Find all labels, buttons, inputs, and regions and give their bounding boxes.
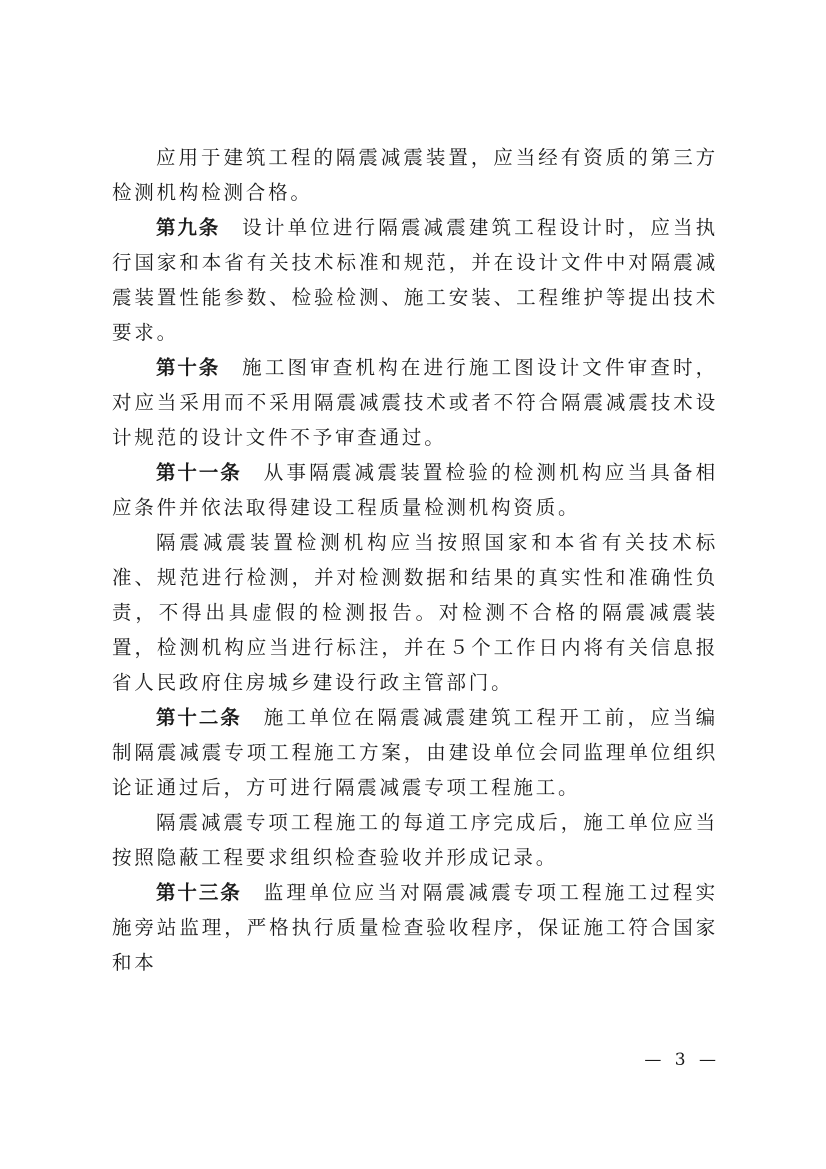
paragraph-article-13 <box>112 875 718 980</box>
paragraph-article-10 <box>112 350 718 455</box>
paragraph-article-9 <box>112 210 718 350</box>
paragraph-text: 设计单位进行隔震减震建筑工程设计时，应当执行国家和本省有关技术标准和规范，并在设计文件中对隔震减震装置性能参数、检验检测、施工安装、工程维护等提出技术要求。 <box>112 216 718 344</box>
document-body <box>112 140 718 980</box>
article-heading: 第十条 <box>156 356 221 379</box>
paragraph-text: 从事隔震减震装置检验的检测机构应当具备相应条件并依法取得建设工程质量检测机构资质。 <box>112 461 718 519</box>
paragraph-article-11 <box>112 455 718 525</box>
article-heading: 第十二条 <box>156 706 242 729</box>
paragraph-5 <box>112 525 718 700</box>
article-heading: 第九条 <box>156 216 221 239</box>
article-heading: 第十三条 <box>156 881 242 904</box>
paragraph-7 <box>112 805 718 875</box>
paragraph-1 <box>112 140 718 210</box>
paragraph-text: 施工图审查机构在进行施工图设计文件审查时，对应当采用而不采用隔震减震技术或者不符合隔震减震技术设计规范的设计文件不予审查通过。 <box>112 356 718 449</box>
paragraph-article-12 <box>112 700 718 805</box>
article-heading: 第十一条 <box>156 461 242 484</box>
paragraph-text: 隔震减震装置检测机构应当按照国家和本省有关技术标准、规范进行检测，并对检测数据和结果的真实性和准确性负责，不得出具虚假的检测报告。对检测不合格的隔震减震装置，检测机构应当进行标注，并在５个工作日内将有关信息报省人民政府住房城乡建设行政主管部门。 <box>112 531 718 694</box>
paragraph-text: 施工单位在隔震减震建筑工程开工前，应当编制隔震减震专项工程施工方案，由建设单位会同监理单位组织论证通过后，方可进行隔震减震专项工程施工。 <box>112 706 718 799</box>
paragraph-text: 监理单位应当对隔震减震专项工程施工过程实施旁站监理，严格执行质量检查验收程序，保证施工符合国家和本 <box>112 881 718 974</box>
paragraph-text: 隔震减震专项工程施工的每道工序完成后，施工单位应当按照隐蔽工程要求组织检查验收并形成记录。 <box>112 811 718 869</box>
paragraph-text: 应用于建筑工程的隔震减震装置，应当经有资质的第三方检测机构检测合格。 <box>112 146 718 204</box>
page-number: — 3 — <box>644 1050 720 1070</box>
